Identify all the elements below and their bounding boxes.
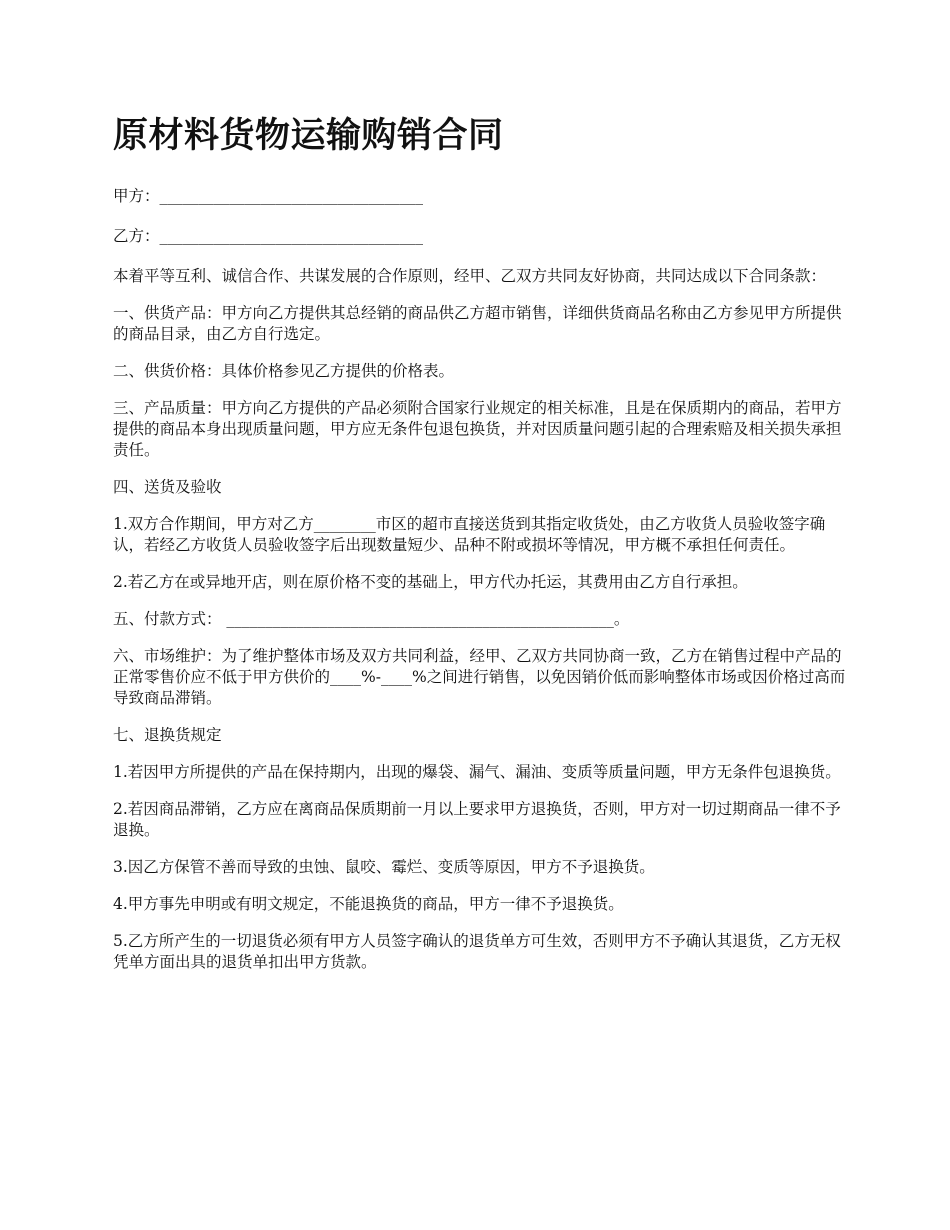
clause-payment-method: 五、付款方式： __________________________________________________。 <box>113 610 630 628</box>
clause-supply-price: 二、供货价格：具体价格参见乙方提供的价格表。 <box>113 362 455 380</box>
document-title: 原材料货物运输购销合同 <box>113 116 504 156</box>
clause-returns-item-2: 2.若因商品滞销，乙方应在离商品保质期前一月以上要求甲方退换货，否则，甲方对一切过期商品一律不予退换。 <box>113 800 841 839</box>
clause-returns-heading: 七、退换货规定 <box>113 726 222 744</box>
party-a-line: 甲方：__________________________________ <box>113 187 424 205</box>
clause-market-maintenance: 六、市场维护：为了维护整体市场及双方共同利益，经甲、乙双方共同协商一致，乙方在销售过程中产品的正常零售价应不低于甲方供价的____%-____%之间进行销售，以免因销价低而影响整体市场或因价格过高而导致商品滞销。 <box>113 647 846 707</box>
party-b-line: 乙方：__________________________________ <box>113 227 424 245</box>
contract-page <box>113 112 848 989</box>
clause-delivery-item-2: 2.若乙方在或异地开店，则在原价格不变的基础上，甲方代办托运，其费用由乙方自行承担。 <box>113 573 748 591</box>
clause-returns-item-3: 3.因乙方保管不善而导致的虫蚀、鼠咬、霉烂、变质等原因，甲方不予退换货。 <box>113 858 655 876</box>
clause-delivery-heading: 四、送货及验收 <box>113 478 222 496</box>
clause-delivery-item-1: 1.双方合作期间，甲方对乙方________市区的超市直接送货到其指定收货处，由乙方收货人员验收签字确认，若经乙方收货人员验收签字后出现数量短少、品种不附或损坏等情况，甲方概不承担任何责任。 <box>113 515 826 554</box>
clause-product-quality: 三、产品质量：甲方向乙方提供的产品必须附合国家行业规定的相关标准，且是在保质期内的商品，若甲方提供的商品本身出现质量问题，甲方应无条件包退包换货，并对因质量问题引起的合理索赔及相关损失承担责任。 <box>113 399 842 459</box>
intro-paragraph: 本着平等互利、诚信合作、共谋发展的合作原则，经甲、乙双方共同友好协商，共同达成以下合同条款： <box>113 267 827 285</box>
clause-returns-item-5: 5.乙方所产生的一切退货必须有甲方人员签字确认的退货单方可生效，否则甲方不予确认其退货，乙方无权凭单方面出具的退货单扣出甲方货款。 <box>113 932 841 971</box>
clause-supply-products: 一、供货产品：甲方向乙方提供其总经销的商品供乙方超市销售，详细供货商品名称由乙方参见甲方所提供的商品目录，由乙方自行选定。 <box>113 304 842 343</box>
clause-returns-item-1: 1.若因甲方所提供的产品在保持期内，出现的爆袋、漏气、漏油、变质等质量问题，甲方无条件包退换货。 <box>113 763 841 781</box>
clause-returns-item-4: 4.甲方事先申明或有明文规定，不能退换货的商品，甲方一律不予退换货。 <box>113 895 624 913</box>
